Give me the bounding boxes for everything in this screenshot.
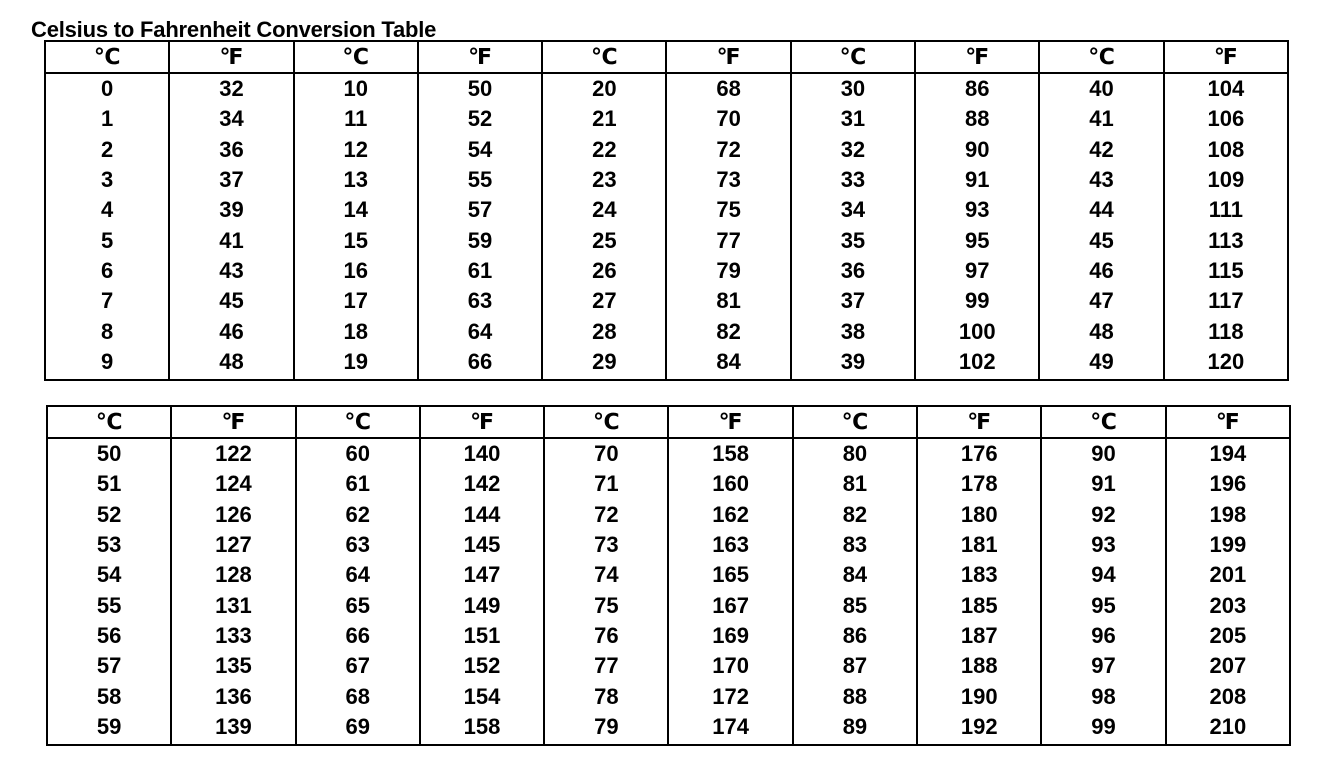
fahrenheit-value: 127: [171, 530, 295, 560]
fahrenheit-value: 63: [418, 286, 542, 316]
celsius-value: 77: [544, 651, 668, 681]
celsius-value: 93: [1041, 530, 1165, 560]
celsius-value: 88: [793, 681, 917, 711]
fahrenheit-header: ℉: [1164, 41, 1288, 73]
fahrenheit-value: 176: [917, 438, 1041, 469]
fahrenheit-value: 52: [418, 104, 542, 134]
table-row: [45, 286, 1288, 316]
fahrenheit-value: 66: [418, 347, 542, 380]
celsius-value: 97: [1041, 651, 1165, 681]
fahrenheit-value: 126: [171, 500, 295, 530]
fahrenheit-value: 37: [169, 165, 293, 195]
celsius-value: 75: [544, 590, 668, 620]
celsius-value: 31: [791, 104, 915, 134]
fahrenheit-value: 117: [1164, 286, 1288, 316]
celsius-header: ℃: [544, 406, 668, 438]
celsius-value: 8: [101, 318, 114, 344]
fahrenheit-header: ℉: [917, 406, 1041, 438]
celsius-value: 59: [96, 713, 122, 739]
table-row: [47, 469, 1290, 499]
fahrenheit-value: 145: [420, 530, 544, 560]
fahrenheit-value: 120: [1164, 347, 1288, 380]
celsius-value: 58: [96, 683, 122, 709]
celsius-value: 32: [791, 135, 915, 165]
fahrenheit-value: 113: [1164, 225, 1288, 255]
celsius-value: 4: [101, 197, 114, 223]
celsius-value: 2: [101, 136, 114, 162]
fahrenheit-value: 147: [420, 560, 544, 590]
celsius-value: 26: [542, 256, 666, 286]
fahrenheit-value: 198: [1166, 500, 1290, 530]
fahrenheit-header: ℉: [666, 41, 790, 73]
fahrenheit-value: 122: [171, 438, 295, 469]
fahrenheit-value: 77: [666, 225, 790, 255]
celsius-value: 89: [793, 712, 917, 745]
celsius-value: 69: [296, 712, 420, 745]
celsius-value: 5: [101, 227, 114, 253]
celsius-value: 81: [793, 469, 917, 499]
fahrenheit-value: 140: [420, 438, 544, 469]
celsius-value: 62: [296, 500, 420, 530]
fahrenheit-value: 170: [668, 651, 792, 681]
fahrenheit-value: 93: [915, 195, 1039, 225]
celsius-value: 45: [1039, 225, 1163, 255]
table-row: [45, 256, 1288, 286]
fahrenheit-header: ℉: [1166, 406, 1290, 438]
celsius-value: 56: [96, 622, 122, 648]
celsius-value: 92: [1041, 500, 1165, 530]
fahrenheit-value: 75: [666, 195, 790, 225]
celsius-value: 65: [296, 590, 420, 620]
fahrenheit-value: 45: [169, 286, 293, 316]
fahrenheit-value: 43: [169, 256, 293, 286]
celsius-value: 9: [101, 348, 114, 374]
fahrenheit-value: 158: [668, 438, 792, 469]
celsius-value: 96: [1041, 621, 1165, 651]
celsius-value: 66: [296, 621, 420, 651]
fahrenheit-value: 104: [1164, 73, 1288, 104]
celsius-value: 12: [294, 135, 418, 165]
celsius-value: 11: [294, 104, 418, 134]
celsius-value: 1: [101, 106, 114, 132]
fahrenheit-value: 136: [171, 681, 295, 711]
fahrenheit-value: 81: [666, 286, 790, 316]
fahrenheit-header: ℉: [418, 41, 542, 73]
celsius-value: 70: [544, 438, 668, 469]
celsius-value: 78: [544, 681, 668, 711]
celsius-value: 82: [793, 500, 917, 530]
fahrenheit-value: 142: [420, 469, 544, 499]
celsius-value: 99: [1041, 712, 1165, 745]
fahrenheit-value: 185: [917, 590, 1041, 620]
celsius-value: 25: [542, 225, 666, 255]
fahrenheit-value: 133: [171, 621, 295, 651]
celsius-value: 41: [1039, 104, 1163, 134]
celsius-value: 86: [793, 621, 917, 651]
fahrenheit-header: ℉: [420, 406, 544, 438]
celsius-header: ℃: [1039, 41, 1163, 73]
conversion-table-1: [44, 40, 1289, 381]
fahrenheit-value: 64: [418, 316, 542, 346]
celsius-value: 94: [1041, 560, 1165, 590]
celsius-value: 3: [101, 167, 114, 193]
celsius-value: 49: [1039, 347, 1163, 380]
fahrenheit-value: 139: [171, 712, 295, 745]
celsius-value: 14: [294, 195, 418, 225]
table-row: [45, 225, 1288, 255]
table-header-row: [45, 41, 1288, 73]
table-body: [47, 438, 1290, 745]
table-title: Celsius to Fahrenheit Conversion Table: [31, 17, 437, 42]
fahrenheit-value: 50: [418, 73, 542, 104]
fahrenheit-value: 208: [1166, 681, 1290, 711]
fahrenheit-header: ℉: [915, 41, 1039, 73]
table-row: [45, 195, 1288, 225]
celsius-header: ℃: [45, 41, 169, 73]
celsius-value: 90: [1041, 438, 1165, 469]
celsius-header: ℃: [296, 406, 420, 438]
table-row: [45, 347, 1288, 380]
celsius-value: 95: [1041, 590, 1165, 620]
celsius-value: 67: [296, 651, 420, 681]
fahrenheit-value: 131: [171, 590, 295, 620]
fahrenheit-value: 57: [418, 195, 542, 225]
fahrenheit-value: 106: [1164, 104, 1288, 134]
table-row: [47, 621, 1290, 651]
conversion-table-2: [46, 405, 1291, 746]
fahrenheit-value: 154: [420, 681, 544, 711]
fahrenheit-value: 91: [915, 165, 1039, 195]
celsius-value: 46: [1039, 256, 1163, 286]
fahrenheit-value: 160: [668, 469, 792, 499]
fahrenheit-value: 88: [915, 104, 1039, 134]
fahrenheit-value: 188: [917, 651, 1041, 681]
fahrenheit-value: 183: [917, 560, 1041, 590]
fahrenheit-value: 149: [420, 590, 544, 620]
fahrenheit-value: 162: [668, 500, 792, 530]
fahrenheit-value: 79: [666, 256, 790, 286]
fahrenheit-value: 199: [1166, 530, 1290, 560]
celsius-value: 43: [1039, 165, 1163, 195]
fahrenheit-value: 144: [420, 500, 544, 530]
table-body: [45, 73, 1288, 380]
fahrenheit-value: 109: [1164, 165, 1288, 195]
celsius-value: 7: [101, 288, 114, 314]
celsius-value: 27: [542, 286, 666, 316]
table-header-row: [47, 406, 1290, 438]
celsius-value: 52: [96, 501, 122, 527]
celsius-value: 71: [544, 469, 668, 499]
celsius-value: 17: [294, 286, 418, 316]
celsius-value: 44: [1039, 195, 1163, 225]
celsius-value: 73: [544, 530, 668, 560]
celsius-value: 85: [793, 590, 917, 620]
celsius-value: 72: [544, 500, 668, 530]
fahrenheit-value: 169: [668, 621, 792, 651]
celsius-value: 23: [542, 165, 666, 195]
fahrenheit-value: 181: [917, 530, 1041, 560]
celsius-value: 68: [296, 681, 420, 711]
table-row: [47, 590, 1290, 620]
fahrenheit-value: 192: [917, 712, 1041, 745]
fahrenheit-value: 95: [915, 225, 1039, 255]
celsius-value: 22: [542, 135, 666, 165]
fahrenheit-value: 194: [1166, 438, 1290, 469]
fahrenheit-value: 163: [668, 530, 792, 560]
table-row: [47, 651, 1290, 681]
fahrenheit-header: ℉: [169, 41, 293, 73]
celsius-value: 10: [294, 73, 418, 104]
celsius-value: 19: [294, 347, 418, 380]
celsius-value: 60: [296, 438, 420, 469]
fahrenheit-header: ℉: [171, 406, 295, 438]
fahrenheit-value: 196: [1166, 469, 1290, 499]
fahrenheit-value: 201: [1166, 560, 1290, 590]
fahrenheit-value: 167: [668, 590, 792, 620]
fahrenheit-value: 72: [666, 135, 790, 165]
celsius-value: 24: [542, 195, 666, 225]
fahrenheit-value: 152: [420, 651, 544, 681]
fahrenheit-value: 210: [1166, 712, 1290, 745]
celsius-value: 74: [544, 560, 668, 590]
fahrenheit-value: 115: [1164, 256, 1288, 286]
fahrenheit-value: 55: [418, 165, 542, 195]
table-row: [47, 681, 1290, 711]
celsius-header: ℃: [47, 406, 171, 438]
celsius-value: 40: [1039, 73, 1163, 104]
celsius-value: 47: [1039, 286, 1163, 316]
fahrenheit-value: 70: [666, 104, 790, 134]
celsius-value: 38: [791, 316, 915, 346]
fahrenheit-value: 187: [917, 621, 1041, 651]
celsius-value: 53: [96, 532, 122, 558]
table-row: [45, 135, 1288, 165]
fahrenheit-value: 111: [1164, 195, 1288, 225]
celsius-value: 87: [793, 651, 917, 681]
celsius-value: 55: [96, 592, 122, 618]
fahrenheit-value: 97: [915, 256, 1039, 286]
celsius-value: 33: [791, 165, 915, 195]
fahrenheit-value: 82: [666, 316, 790, 346]
celsius-value: 48: [1039, 316, 1163, 346]
celsius-value: 50: [96, 441, 122, 467]
celsius-value: 30: [791, 73, 915, 104]
celsius-value: 34: [791, 195, 915, 225]
celsius-header: ℃: [1041, 406, 1165, 438]
celsius-header: ℃: [294, 41, 418, 73]
fahrenheit-value: 36: [169, 135, 293, 165]
fahrenheit-value: 102: [915, 347, 1039, 380]
fahrenheit-value: 48: [169, 347, 293, 380]
celsius-value: 91: [1041, 469, 1165, 499]
table-row: [45, 104, 1288, 134]
fahrenheit-value: 135: [171, 651, 295, 681]
fahrenheit-header: ℉: [668, 406, 792, 438]
celsius-value: 98: [1041, 681, 1165, 711]
celsius-value: 54: [96, 562, 122, 588]
celsius-value: 80: [793, 438, 917, 469]
celsius-value: 28: [542, 316, 666, 346]
celsius-value: 0: [101, 76, 114, 102]
celsius-value: 18: [294, 316, 418, 346]
celsius-value: 36: [791, 256, 915, 286]
fahrenheit-value: 39: [169, 195, 293, 225]
celsius-value: 51: [96, 471, 122, 497]
celsius-value: 13: [294, 165, 418, 195]
fahrenheit-value: 124: [171, 469, 295, 499]
fahrenheit-value: 90: [915, 135, 1039, 165]
fahrenheit-value: 174: [668, 712, 792, 745]
table-row: [47, 500, 1290, 530]
table-row: [47, 438, 1290, 469]
celsius-value: 16: [294, 256, 418, 286]
table-row: [45, 73, 1288, 104]
table-row: [45, 316, 1288, 346]
fahrenheit-value: 100: [915, 316, 1039, 346]
fahrenheit-value: 158: [420, 712, 544, 745]
fahrenheit-value: 165: [668, 560, 792, 590]
table-row: [45, 165, 1288, 195]
fahrenheit-value: 32: [169, 73, 293, 104]
fahrenheit-value: 118: [1164, 316, 1288, 346]
celsius-value: 42: [1039, 135, 1163, 165]
celsius-value: 20: [542, 73, 666, 104]
fahrenheit-value: 59: [418, 225, 542, 255]
celsius-value: 83: [793, 530, 917, 560]
fahrenheit-value: 178: [917, 469, 1041, 499]
celsius-value: 29: [542, 347, 666, 380]
fahrenheit-value: 54: [418, 135, 542, 165]
fahrenheit-value: 180: [917, 500, 1041, 530]
fahrenheit-value: 61: [418, 256, 542, 286]
fahrenheit-value: 46: [169, 316, 293, 346]
fahrenheit-value: 205: [1166, 621, 1290, 651]
celsius-value: 57: [96, 653, 122, 679]
celsius-value: 6: [101, 257, 114, 283]
celsius-value: 76: [544, 621, 668, 651]
fahrenheit-value: 41: [169, 225, 293, 255]
celsius-value: 79: [544, 712, 668, 745]
fahrenheit-value: 84: [666, 347, 790, 380]
celsius-value: 64: [296, 560, 420, 590]
table-row: [47, 560, 1290, 590]
fahrenheit-value: 172: [668, 681, 792, 711]
celsius-header: ℃: [791, 41, 915, 73]
fahrenheit-value: 34: [169, 104, 293, 134]
table-row: [47, 712, 1290, 745]
table-row: [47, 530, 1290, 560]
fahrenheit-value: 207: [1166, 651, 1290, 681]
fahrenheit-value: 203: [1166, 590, 1290, 620]
celsius-value: 37: [791, 286, 915, 316]
fahrenheit-value: 73: [666, 165, 790, 195]
celsius-value: 15: [294, 225, 418, 255]
fahrenheit-value: 68: [666, 73, 790, 104]
celsius-header: ℃: [793, 406, 917, 438]
fahrenheit-value: 190: [917, 681, 1041, 711]
fahrenheit-value: 86: [915, 73, 1039, 104]
celsius-value: 63: [296, 530, 420, 560]
celsius-value: 61: [296, 469, 420, 499]
fahrenheit-value: 108: [1164, 135, 1288, 165]
celsius-header: ℃: [542, 41, 666, 73]
fahrenheit-value: 99: [915, 286, 1039, 316]
celsius-value: 21: [542, 104, 666, 134]
celsius-value: 39: [791, 347, 915, 380]
celsius-value: 84: [793, 560, 917, 590]
fahrenheit-value: 128: [171, 560, 295, 590]
celsius-value: 35: [791, 225, 915, 255]
fahrenheit-value: 151: [420, 621, 544, 651]
